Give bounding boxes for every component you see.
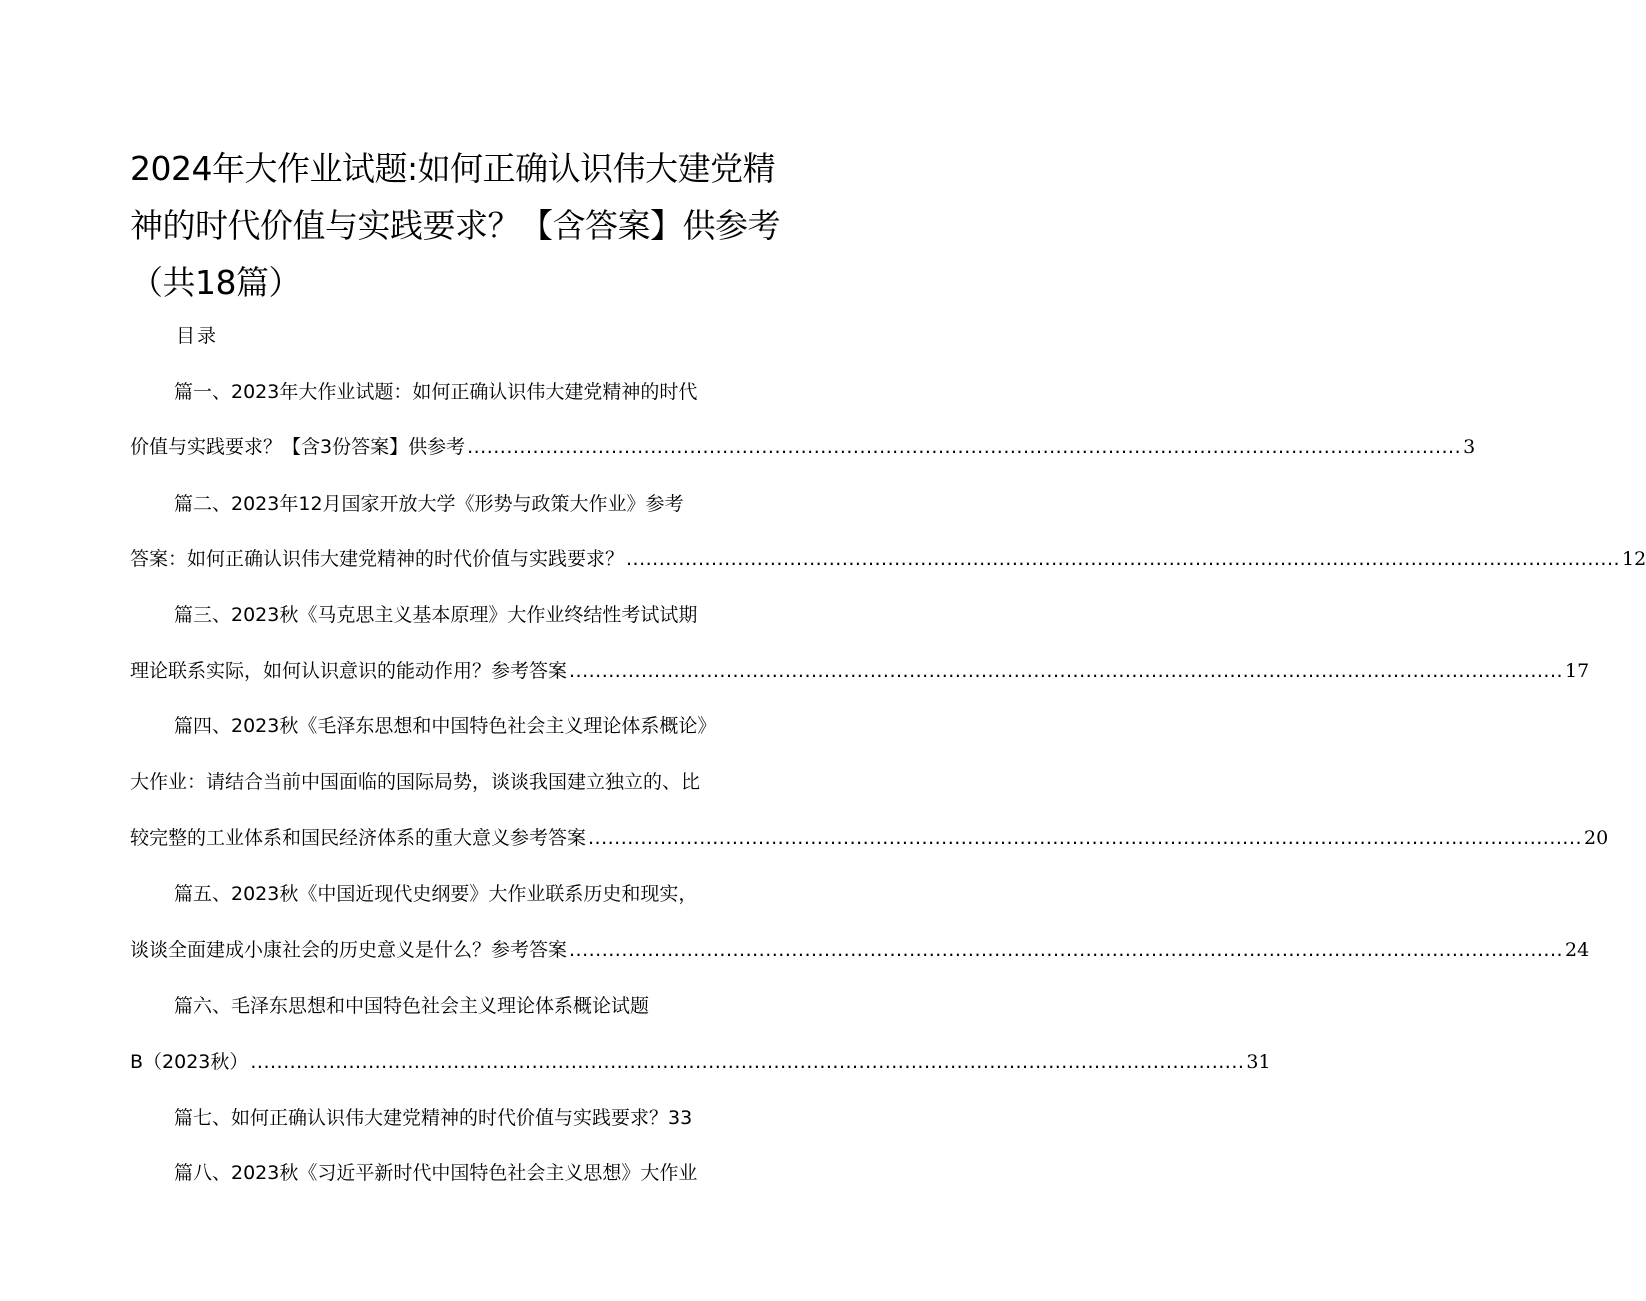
toc-page-number: 17 (1565, 660, 1590, 682)
toc-entry-text: 理论联系实际，如何认识意识的能动作用？参考答案 (130, 660, 568, 682)
toc-page-number: 12 (1622, 548, 1646, 570)
toc-entry-6-line-1[interactable]: 篇六、毛泽东思想和中国特色社会主义理论体系概论试题 (174, 995, 650, 1017)
toc-entry-text: 较完整的工业体系和国民经济体系的重大意义参考答案 (130, 827, 587, 849)
document-title (130, 140, 810, 311)
toc-page-number: 31 (1246, 1051, 1271, 1073)
toc-heading: 目录 (176, 325, 219, 347)
toc-page-number: 24 (1565, 939, 1590, 961)
title-line-2: 神的时代价值与实践要求？【含答案】供参考 (130, 206, 780, 245)
toc-entry-5-line-1[interactable]: 篇五、2023秋《中国近现代史纲要》大作业联系历史和现实， (174, 883, 698, 905)
toc-entry-4-line-2[interactable]: 大作业：请结合当前中国面临的国际局势，谈谈我国建立独立的、比 (130, 771, 701, 793)
dot-leader: ........................................................................................................................................................ (569, 660, 1564, 682)
dot-leader: ........................................................................................................................................................ (467, 436, 1462, 458)
toc-entry-text: B（2023秋） (130, 1051, 249, 1073)
toc-entry-text: 答案：如何正确认识伟大建党精神的时代价值与实践要求？ (130, 548, 625, 570)
toc-entry-text: 谈谈全面建成小康社会的历史意义是什么？参考答案 (130, 939, 568, 961)
dot-leader: ........................................................................................................................................................ (626, 548, 1621, 570)
toc-entry-2-last-line[interactable] (130, 539, 1646, 579)
toc-entry-4-line-1[interactable]: 篇四、2023秋《毛泽东思想和中国特色社会主义理论体系概论》 (174, 715, 717, 737)
title-line-3: （共18篇） (130, 263, 301, 302)
dot-leader: ........................................................................................................................................................ (588, 827, 1583, 849)
dot-leader: ........................................................................................................................................................ (569, 939, 1564, 961)
toc-entry-1-line-1[interactable]: 篇一、2023年大作业试题：如何正确认识伟大建党精神的时代 (174, 381, 698, 403)
toc-entry-5-last-line[interactable] (130, 930, 1590, 970)
toc-entry-3-line-1[interactable]: 篇三、2023秋《马克思主义基本原理》大作业终结性考试试期 (174, 604, 698, 626)
toc-entry-text: 价值与实践要求？【含3份答案】供参考 (130, 436, 466, 458)
toc-entry-1-last-line[interactable] (130, 427, 1476, 467)
toc-page-number: 20 (1584, 827, 1609, 849)
dot-leader: ........................................................................................................................................................ (250, 1051, 1245, 1073)
toc-entry-8[interactable]: 篇八、2023秋《习近平新时代中国特色社会主义思想》大作业 (174, 1162, 698, 1184)
toc-entry-3-last-line[interactable] (130, 651, 1590, 691)
toc-entry-7[interactable]: 篇七、如何正确认识伟大建党精神的时代价值与实践要求？33 (174, 1107, 693, 1129)
toc-entry-4-last-line[interactable] (130, 818, 1609, 858)
title-line-1: 2024年大作业试题:如何正确认识伟大建党精 (130, 149, 776, 188)
toc-page-number: 3 (1463, 436, 1476, 458)
toc-entry-2-line-1[interactable]: 篇二、2023年12月国家开放大学《形势与政策大作业》参考 (174, 493, 684, 515)
toc-entry-6-last-line[interactable] (130, 1042, 1271, 1082)
